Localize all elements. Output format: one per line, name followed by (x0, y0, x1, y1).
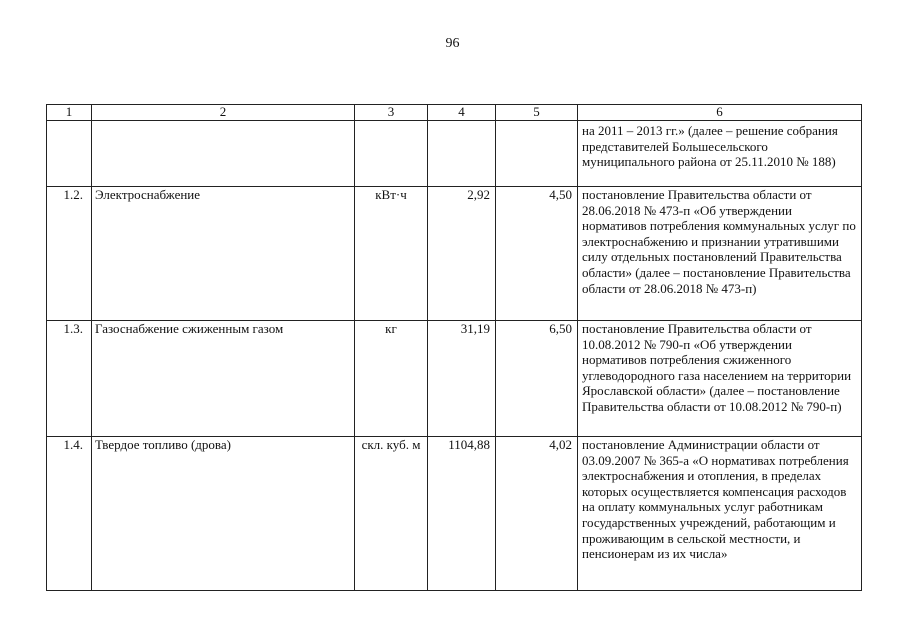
column-header-6: 6 (578, 105, 862, 121)
cell-basis: постановление Администрации области от 03.09.2007 № 365-а «О нормативах потребления электроснабжения и отопления, в пределах которых осуществляется компенсация расходов на оплату коммунальных услуг работникам государственных учреждений, работающим и проживающим в сельской местности, и пенсионерам из их числа» (578, 437, 862, 591)
cell-index: 1.2. (47, 187, 92, 321)
cell-value2: 6,50 (496, 321, 578, 437)
norms-table (46, 104, 862, 591)
cell-name: Газоснабжение сжиженным газом (92, 321, 355, 437)
cell-unit: кг (355, 321, 428, 437)
table-header-row (47, 105, 862, 121)
table-row-continuation (47, 121, 862, 187)
cell-value2: 4,02 (496, 437, 578, 591)
cell-basis: постановление Правительства области от 10.08.2012 № 790-п «Об утверждении нормативов потребления сжиженного углеводородного газа населением на территории Ярославской области» (далее – постановление Правительства области от 10.08.2012 № 790-п) (578, 321, 862, 437)
table-row (47, 321, 862, 437)
cell-basis: постановление Правительства области от 28.06.2018 № 473-п «Об утверждении нормативов потребления коммунальных услуг по электроснабжению и признании утратившими силу отдельных постановлений Правительства области» (далее – постановление Правительства области от 28.06.2018 № 473-п) (578, 187, 862, 321)
cell-value2: 4,50 (496, 187, 578, 321)
cell-index: 1.4. (47, 437, 92, 591)
column-header-5: 5 (496, 105, 578, 121)
column-header-3: 3 (355, 105, 428, 121)
cell-value: 1104,88 (428, 437, 496, 591)
cell-value2 (496, 121, 578, 187)
cell-value (428, 121, 496, 187)
cell-value: 31,19 (428, 321, 496, 437)
column-header-2: 2 (92, 105, 355, 121)
cell-value: 2,92 (428, 187, 496, 321)
cell-index (47, 121, 92, 187)
cell-index: 1.3. (47, 321, 92, 437)
cell-unit: кВт·ч (355, 187, 428, 321)
cell-basis: на 2011 – 2013 гг.» (далее – решение собрания представителей Большесельского муниципального района от 25.11.2010 № 188) (578, 121, 862, 187)
cell-name (92, 121, 355, 187)
column-header-4: 4 (428, 105, 496, 121)
cell-unit (355, 121, 428, 187)
cell-unit: скл. куб. м (355, 437, 428, 591)
cell-name: Твердое топливо (дрова) (92, 437, 355, 591)
table-row (47, 187, 862, 321)
page-number: 96 (445, 36, 460, 51)
column-header-1: 1 (47, 105, 92, 121)
table-row (47, 437, 862, 591)
cell-name: Электроснабжение (92, 187, 355, 321)
